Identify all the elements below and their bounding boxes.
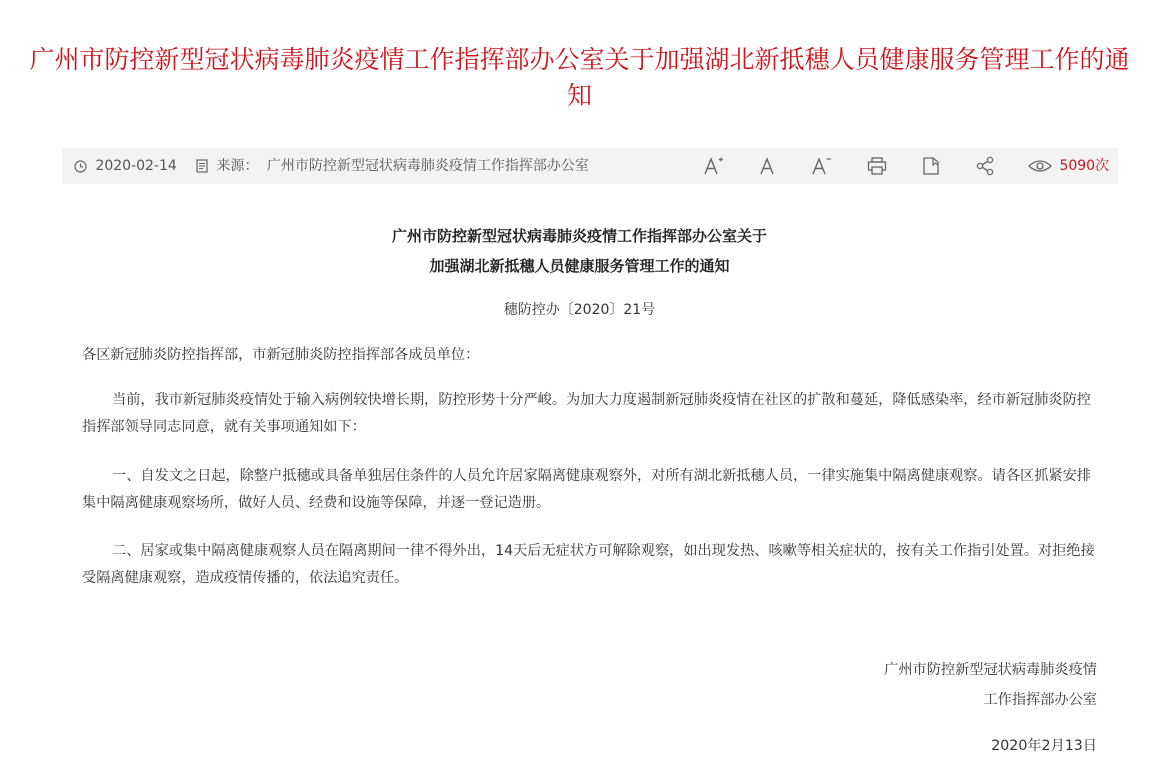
document-number: 穗防控办〔2020〕21号 (503, 302, 656, 318)
font-reset-icon[interactable] (754, 154, 780, 178)
bookmark-icon[interactable] (918, 154, 944, 178)
view-count (1028, 148, 1109, 184)
publish-date-text: 2020-02-14 (95, 158, 177, 174)
article-source (196, 148, 589, 184)
paragraph-1: 当前，我市新冠肺炎疫情处于输入病例较快增长期，防控形势十分严峻。为加大力度遏制新冠肺炎疫情在社区的扩散和蔓延，降低感染率，经市新冠肺炎防控指挥部领导同志同意，就有关事项通知如下： (82, 392, 1091, 435)
font-increase-icon[interactable] (700, 154, 726, 178)
font-decrease-icon[interactable] (808, 154, 834, 178)
view-count-text: 5090次 (1059, 158, 1110, 174)
eye-icon (1028, 158, 1056, 174)
article-title-line2: 加强湖北新抵穗人员健康服务管理工作的通知 (429, 257, 730, 275)
clock-icon (74, 158, 91, 174)
document-icon (196, 158, 212, 174)
paragraph-2: 一、自发文之日起，除整户抵穗或具备单独居住条件的人员允许居家隔离健康观察外，对所有湖北新抵穗人员，一律实施集中隔离健康观察。请各区抓紧安排集中隔离健康观察场所，做好人员、经费和设施等保障，并逐一登记造册。 (82, 468, 1091, 511)
print-icon[interactable] (864, 154, 890, 178)
signature-org-line2: 工作指挥部办公室 (983, 692, 1097, 708)
publish-date (74, 148, 177, 184)
salutation: 各区新冠肺炎防控指挥部，市新冠肺炎防控指挥部各成员单位： (82, 347, 480, 363)
page-title: 广州市防控新型冠状病毒肺炎疫情工作指挥部办公室关于加强湖北新抵穗人员健康服务管理工作的通知 (29, 45, 1130, 110)
article-title-line1: 广州市防控新型冠状病毒肺炎疫情工作指挥部办公室关于 (391, 227, 767, 245)
signature-date: 2020年2月13日 (991, 738, 1097, 754)
source-name: 广州市防控新型冠状病毒肺炎疫情工作指挥部办公室 (266, 158, 589, 174)
share-icon[interactable] (972, 154, 998, 178)
source-label: 来源： (216, 158, 259, 174)
signature-org-line1: 广州市防控新型冠状病毒肺炎疫情 (884, 662, 1097, 678)
article-meta-bar (62, 148, 1118, 184)
paragraph-3: 二、居家或集中隔离健康观察人员在隔离期间一律不得外出，14天后无症状方可解除观察，如出现发热、咳嗽等相关症状的，按有关工作指引处置。对拒绝接受隔离健康观察，造成疫情传播的，依法追究责任。 (82, 543, 1095, 586)
